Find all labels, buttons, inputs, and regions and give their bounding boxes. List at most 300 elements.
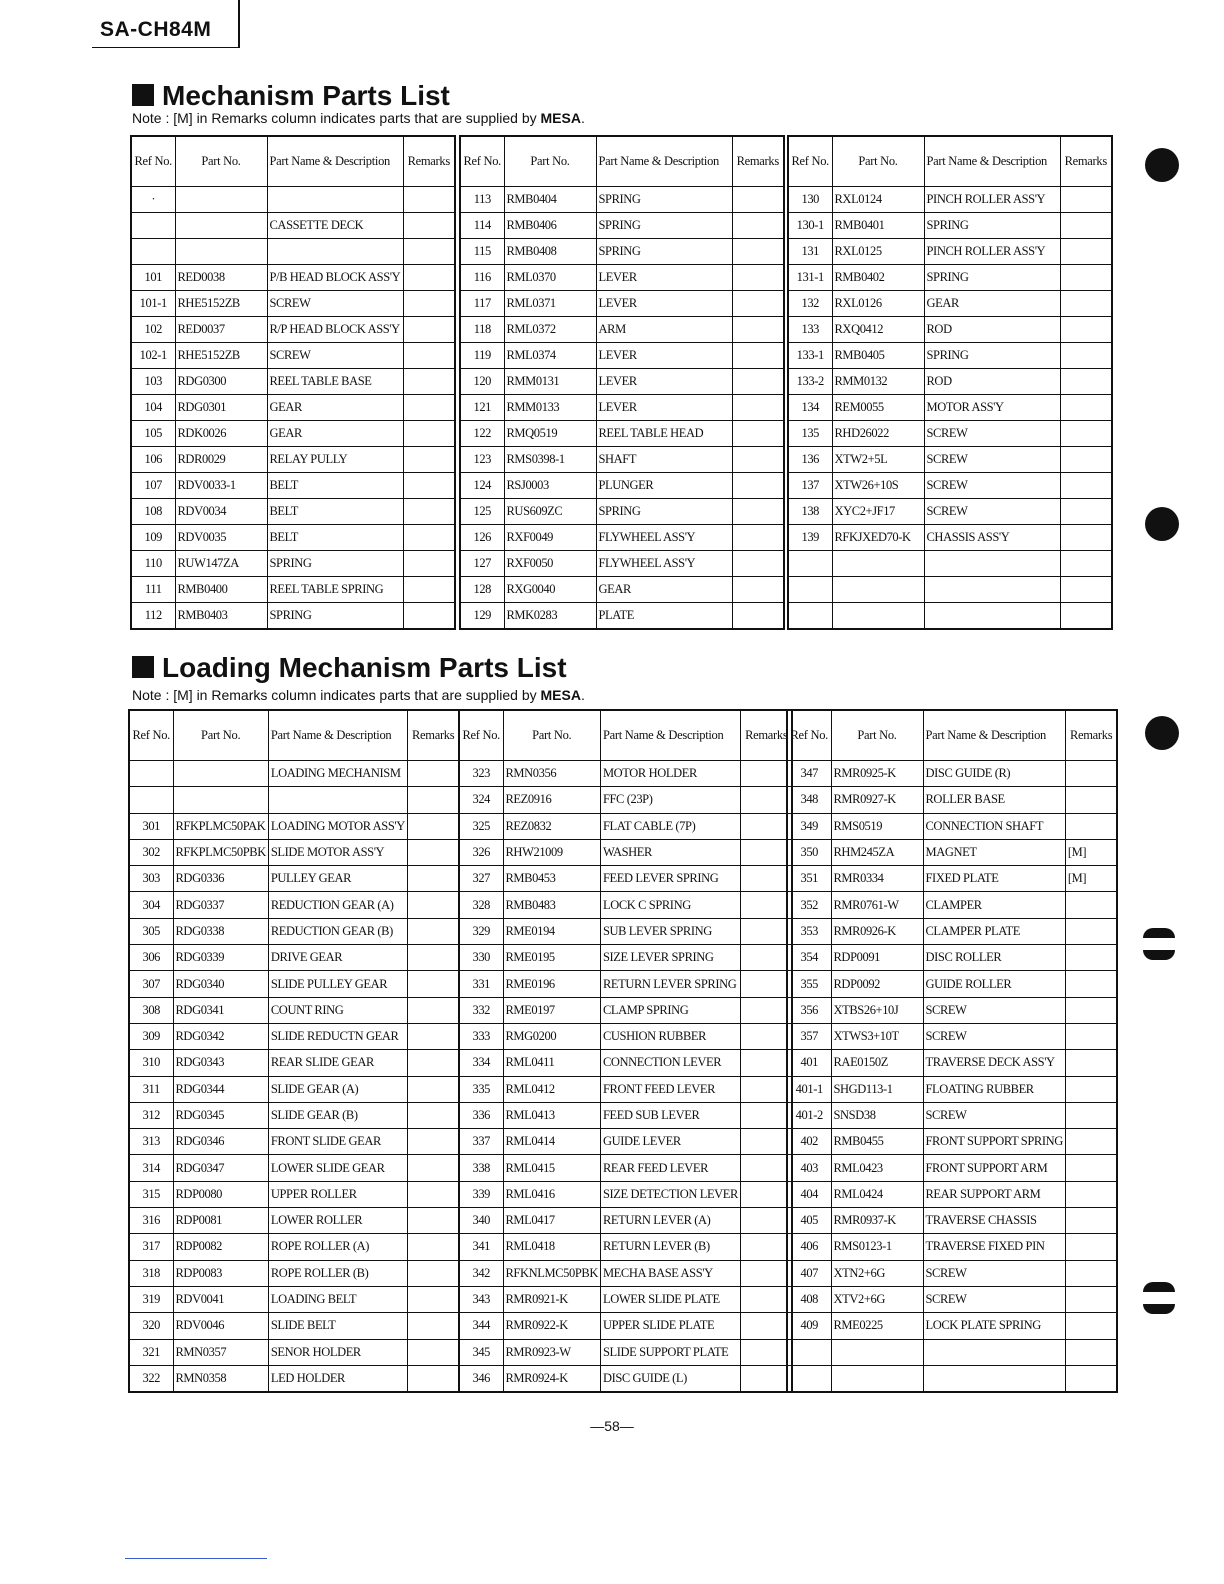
table-row: [129, 1208, 459, 1234]
table-row: [129, 918, 459, 944]
remarks: [407, 787, 459, 813]
table-row: [459, 787, 792, 813]
remarks: [732, 551, 784, 577]
ref-no: 405: [787, 1208, 831, 1234]
part-no: RMN0356: [503, 761, 600, 787]
table-row: [788, 473, 1112, 499]
part-name: DRIVE GEAR: [268, 945, 407, 971]
part-no: RUS609ZC: [504, 499, 596, 525]
ref-no: 113: [460, 187, 504, 213]
remarks: [740, 1076, 792, 1102]
part-no: RMN0358: [173, 1365, 268, 1392]
ref-no: 307: [129, 971, 173, 997]
table-row: [460, 317, 784, 343]
ref-no: 314: [129, 1155, 173, 1181]
table-row: [460, 499, 784, 525]
part-name: TRAVERSE DECK ASS'Y: [923, 1050, 1065, 1076]
part-name: ROD: [924, 317, 1060, 343]
remarks: [740, 839, 792, 865]
part-no: RDP0092: [831, 971, 923, 997]
part-no: RMB0402: [832, 265, 924, 291]
ref-no: 335: [459, 1076, 503, 1102]
part-name: BELT: [267, 499, 403, 525]
table-row: [131, 551, 455, 577]
part-name: [923, 1339, 1065, 1365]
part-name: SCREW: [267, 343, 403, 369]
part-name: LEVER: [596, 369, 732, 395]
part-no: [832, 577, 924, 603]
table-row: [131, 369, 455, 395]
table-row: [788, 343, 1112, 369]
part-name: TRAVERSE FIXED PIN: [923, 1234, 1065, 1260]
part-name: FRONT FEED LEVER: [600, 1076, 740, 1102]
part-no: RMK0283: [504, 603, 596, 630]
part-name: SPRING: [267, 551, 403, 577]
remarks: [407, 1260, 459, 1286]
part-no: XTBS26+10J: [831, 997, 923, 1023]
part-no: RMS0519: [831, 813, 923, 839]
part-no: RDV0041: [173, 1286, 268, 1312]
ref-no: 333: [459, 1023, 503, 1049]
part-no: RML0423: [831, 1155, 923, 1181]
remarks: [407, 1155, 459, 1181]
remarks: [1065, 1050, 1117, 1076]
ref-no: 124: [460, 473, 504, 499]
ref-no: 318: [129, 1260, 173, 1286]
part-name: [924, 577, 1060, 603]
part-name: MOTOR ASS'Y: [924, 395, 1060, 421]
parts-table-group: [128, 709, 460, 1393]
table-row: [459, 1181, 792, 1207]
part-no: RME0194: [503, 918, 600, 944]
remarks: [732, 291, 784, 317]
page-number: —58—: [590, 1418, 634, 1434]
part-no: RUW147ZA: [175, 551, 267, 577]
part-name: LOWER SLIDE GEAR: [268, 1155, 407, 1181]
part-name: [924, 603, 1060, 630]
table-row: [788, 187, 1112, 213]
remarks: [407, 1286, 459, 1312]
part-name: LED HOLDER: [268, 1365, 407, 1392]
part-name: PINCH ROLLER ASS'Y: [924, 187, 1060, 213]
remarks: [732, 187, 784, 213]
remarks: [1065, 918, 1117, 944]
part-name: LOCK PLATE SPRING: [923, 1313, 1065, 1339]
remarks: [740, 866, 792, 892]
part-no: RDV0035: [175, 525, 267, 551]
part-no: RML0411: [503, 1050, 600, 1076]
remarks: [1065, 1234, 1117, 1260]
remarks: [407, 1076, 459, 1102]
remarks: [732, 603, 784, 630]
note-text: Note : [M] in Remarks column indicates parts that are supplied by: [132, 687, 541, 703]
part-name: FFC (23P): [600, 787, 740, 813]
ref-no: 343: [459, 1286, 503, 1312]
table-row: [787, 1023, 1117, 1049]
part-name: LEVER: [596, 265, 732, 291]
part-no: RFKPLMC50PBK: [173, 839, 268, 865]
part-name: SCREW: [923, 1023, 1065, 1049]
part-name: FIXED PLATE: [923, 866, 1065, 892]
ref-no: 120: [460, 369, 504, 395]
part-name: REAR FEED LEVER: [600, 1155, 740, 1181]
ref-no: 111: [131, 577, 175, 603]
remarks: [740, 1339, 792, 1365]
part-no: [175, 213, 267, 239]
table-row: [788, 213, 1112, 239]
part-name: SCREW: [923, 997, 1065, 1023]
ref-no: 317: [129, 1234, 173, 1260]
ref-no: 101: [131, 265, 175, 291]
part-name: SHAFT: [596, 447, 732, 473]
part-no: RMR0921-K: [503, 1286, 600, 1312]
remarks: [407, 1234, 459, 1260]
remarks: [1060, 499, 1112, 525]
remarks: [1060, 369, 1112, 395]
remarks: [1065, 787, 1117, 813]
section-note: [132, 110, 585, 126]
remarks: [1060, 551, 1112, 577]
table-row: [787, 1050, 1117, 1076]
table-row: [131, 395, 455, 421]
part-no: XTN2+6G: [831, 1260, 923, 1286]
ref-no: 133-1: [788, 343, 832, 369]
remarks: [403, 395, 455, 421]
remarks: [407, 761, 459, 787]
ref-no: 102: [131, 317, 175, 343]
ref-no: [129, 761, 173, 787]
table-row: [460, 395, 784, 421]
ref-no: [787, 1339, 831, 1365]
remarks: [732, 239, 784, 265]
parts-table-group: [458, 709, 793, 1393]
parts-table-group: [786, 709, 1118, 1393]
ref-no: 356: [787, 997, 831, 1023]
part-name: [268, 787, 407, 813]
part-name: UPPER ROLLER: [268, 1181, 407, 1207]
remarks: [740, 1313, 792, 1339]
part-no: RDP0091: [831, 945, 923, 971]
note-brand: MESA: [540, 110, 581, 126]
part-no: [173, 787, 268, 813]
table-row: [129, 1050, 459, 1076]
part-no: RMS0398-1: [504, 447, 596, 473]
remarks: [403, 551, 455, 577]
part-no: RDG0342: [173, 1023, 268, 1049]
ref-no: 135: [788, 421, 832, 447]
part-no: RHW21009: [503, 839, 600, 865]
table-row: [459, 761, 792, 787]
table-row: [131, 213, 455, 239]
part-no: RDG0338: [173, 918, 268, 944]
ref-no: 304: [129, 892, 173, 918]
ref-no-header: Ref No.: [129, 710, 173, 761]
remarks: [740, 1365, 792, 1392]
ref-no: 407: [787, 1260, 831, 1286]
ref-no: 316: [129, 1208, 173, 1234]
part-no-header: Part No.: [831, 710, 923, 761]
table-row: [131, 265, 455, 291]
part-name: SPRING: [267, 603, 403, 630]
part-no: RXQ0412: [832, 317, 924, 343]
part-no: [832, 551, 924, 577]
part-no: RML0418: [503, 1234, 600, 1260]
ref-no: 330: [459, 945, 503, 971]
part-name: ROPE ROLLER (A): [268, 1234, 407, 1260]
part-no: [831, 1365, 923, 1392]
part-no: XTWS3+10T: [831, 1023, 923, 1049]
table-row: [460, 603, 784, 630]
part-name: REEL TABLE HEAD: [596, 421, 732, 447]
ref-no: 348: [787, 787, 831, 813]
remarks: [1060, 239, 1112, 265]
part-no: RMM0133: [504, 395, 596, 421]
part-name: LOADING MOTOR ASS'Y: [268, 813, 407, 839]
part-no: [173, 761, 268, 787]
ref-no: 109: [131, 525, 175, 551]
part-no: RDG0339: [173, 945, 268, 971]
ref-no: 355: [787, 971, 831, 997]
part-name: SCREW: [924, 421, 1060, 447]
part-name: SCREW: [923, 1286, 1065, 1312]
table-row: [129, 997, 459, 1023]
part-no: RML0424: [831, 1181, 923, 1207]
remarks: [1065, 1155, 1117, 1181]
remarks: [403, 369, 455, 395]
table-row: [459, 892, 792, 918]
ref-no: 302: [129, 839, 173, 865]
table-row: [459, 997, 792, 1023]
ref-no: 105: [131, 421, 175, 447]
table-row: [459, 1023, 792, 1049]
table-row: [459, 1129, 792, 1155]
remarks: [M]: [1065, 839, 1117, 865]
table-row: [131, 239, 455, 265]
table-row: [788, 525, 1112, 551]
remarks: [732, 525, 784, 551]
ref-no: 115: [460, 239, 504, 265]
ref-no: 305: [129, 918, 173, 944]
part-name: BELT: [267, 525, 403, 551]
part-no: RDV0046: [173, 1313, 268, 1339]
part-name: R/P HEAD BLOCK ASS'Y: [267, 317, 403, 343]
part-no: RXL0124: [832, 187, 924, 213]
table-row: [460, 239, 784, 265]
ref-no: 123: [460, 447, 504, 473]
part-no: RFKJXED70-K: [832, 525, 924, 551]
part-name-header: Part Name & Description: [267, 136, 403, 187]
ref-no: 342: [459, 1260, 503, 1286]
part-name: [267, 187, 403, 213]
section-title-mechanism: [132, 80, 450, 112]
ref-no: [131, 213, 175, 239]
part-no: RDG0344: [173, 1076, 268, 1102]
ref-no: [129, 787, 173, 813]
ref-no: 136: [788, 447, 832, 473]
table-row: [131, 603, 455, 630]
part-no: RMR0761-W: [831, 892, 923, 918]
ref-no: 344: [459, 1313, 503, 1339]
table-row: [131, 577, 455, 603]
remarks-header: Remarks: [732, 136, 784, 187]
ref-no: 301: [129, 813, 173, 839]
part-name: DISC GUIDE (L): [600, 1365, 740, 1392]
ref-no: 320: [129, 1313, 173, 1339]
part-no-header: Part No.: [503, 710, 600, 761]
part-no: RDG0347: [173, 1155, 268, 1181]
part-name: RETURN LEVER (A): [600, 1208, 740, 1234]
remarks: [407, 813, 459, 839]
part-name: SPRING: [924, 265, 1060, 291]
part-name: FRONT SUPPORT SPRING: [923, 1129, 1065, 1155]
ref-no: 345: [459, 1339, 503, 1365]
table-row: [788, 369, 1112, 395]
header-rule-vertical: [238, 0, 240, 48]
part-name: [923, 1365, 1065, 1392]
remarks: [407, 866, 459, 892]
remarks: [1060, 317, 1112, 343]
part-name: TRAVERSE CHASSIS: [923, 1208, 1065, 1234]
ref-no: 107: [131, 473, 175, 499]
part-no: RDG0336: [173, 866, 268, 892]
part-no-header: Part No.: [175, 136, 267, 187]
table-row: [460, 421, 784, 447]
part-no: SHGD113-1: [831, 1076, 923, 1102]
table-row: [129, 1102, 459, 1128]
table-row: [129, 813, 459, 839]
table-row: [459, 1155, 792, 1181]
parts-table: [459, 135, 785, 630]
remarks: [403, 421, 455, 447]
table-row: [787, 1155, 1117, 1181]
table-row: [460, 343, 784, 369]
remarks: [740, 1050, 792, 1076]
remarks: [403, 187, 455, 213]
part-no: RMB0403: [175, 603, 267, 630]
ref-no: 132: [788, 291, 832, 317]
part-name: CUSHION RUBBER: [600, 1023, 740, 1049]
table-row: [129, 1076, 459, 1102]
table-row: [131, 187, 455, 213]
registration-mark-icon: [1143, 1282, 1175, 1292]
part-no: [831, 1339, 923, 1365]
remarks: [740, 1155, 792, 1181]
remarks: [407, 1339, 459, 1365]
ref-no: 338: [459, 1155, 503, 1181]
table-row: [787, 918, 1117, 944]
part-no: RML0372: [504, 317, 596, 343]
ref-no: [788, 577, 832, 603]
ref-no: 325: [459, 813, 503, 839]
remarks: [1065, 1129, 1117, 1155]
remarks: [1060, 395, 1112, 421]
remarks: [1065, 1023, 1117, 1049]
part-name: FRONT SUPPORT ARM: [923, 1155, 1065, 1181]
table-row: [459, 1286, 792, 1312]
table-row: [787, 787, 1117, 813]
table-row: [129, 866, 459, 892]
note-text: Note : [M] in Remarks column indicates parts that are supplied by: [132, 110, 541, 126]
part-name: SPRING: [596, 499, 732, 525]
part-no: [832, 603, 924, 630]
remarks: [732, 343, 784, 369]
square-bullet-icon: [132, 656, 154, 678]
part-no: RXF0049: [504, 525, 596, 551]
part-name: [924, 551, 1060, 577]
part-name: SCREW: [924, 447, 1060, 473]
table-row: [460, 213, 784, 239]
ref-no: 346: [459, 1365, 503, 1392]
ref-no: 137: [788, 473, 832, 499]
part-name: REAR SLIDE GEAR: [268, 1050, 407, 1076]
remarks: [732, 577, 784, 603]
part-no-header: Part No.: [173, 710, 268, 761]
table-row: [460, 473, 784, 499]
remarks: [1060, 603, 1112, 630]
ref-no-header: Ref No.: [460, 136, 504, 187]
remarks: [1065, 997, 1117, 1023]
ref-no: ·: [131, 187, 175, 213]
remarks: [732, 265, 784, 291]
table-row: [129, 971, 459, 997]
part-name-header: Part Name & Description: [268, 710, 407, 761]
part-no: RMG0200: [503, 1023, 600, 1049]
remarks: [740, 1260, 792, 1286]
remarks: [732, 395, 784, 421]
table-header-row: [131, 136, 455, 187]
part-name: ARM: [596, 317, 732, 343]
remarks: [1065, 1076, 1117, 1102]
remarks: [1065, 1339, 1117, 1365]
table-header-row: [787, 710, 1117, 761]
ref-no: 323: [459, 761, 503, 787]
ref-no: 131-1: [788, 265, 832, 291]
part-name: LEVER: [596, 291, 732, 317]
table-row: [129, 1260, 459, 1286]
remarks: [1060, 421, 1112, 447]
part-name: LOWER ROLLER: [268, 1208, 407, 1234]
part-no: RHE5152ZB: [175, 343, 267, 369]
ref-no: 339: [459, 1181, 503, 1207]
part-no: [175, 187, 267, 213]
remarks: [740, 971, 792, 997]
table-row: [788, 265, 1112, 291]
part-no: RME0196: [503, 971, 600, 997]
part-name: GUIDE ROLLER: [923, 971, 1065, 997]
part-name: ROPE ROLLER (B): [268, 1260, 407, 1286]
table-row: [459, 1365, 792, 1392]
footer-rule: [125, 1558, 267, 1559]
ref-no: 350: [787, 839, 831, 865]
part-no: RHE5152ZB: [175, 291, 267, 317]
table-row: [459, 1234, 792, 1260]
part-name: LOADING BELT: [268, 1286, 407, 1312]
remarks: [407, 892, 459, 918]
remarks-header: Remarks: [407, 710, 459, 761]
part-no: RML0370: [504, 265, 596, 291]
part-name: FLYWHEEL ASS'Y: [596, 525, 732, 551]
part-name: FEED LEVER SPRING: [600, 866, 740, 892]
table-row: [788, 499, 1112, 525]
remarks: [732, 473, 784, 499]
table-row: [460, 291, 784, 317]
part-no: RDP0080: [173, 1181, 268, 1207]
part-no: RML0412: [503, 1076, 600, 1102]
part-name: DISC ROLLER: [923, 945, 1065, 971]
part-no: RDR0029: [175, 447, 267, 473]
ref-no: 117: [460, 291, 504, 317]
part-no: RXG0040: [504, 577, 596, 603]
